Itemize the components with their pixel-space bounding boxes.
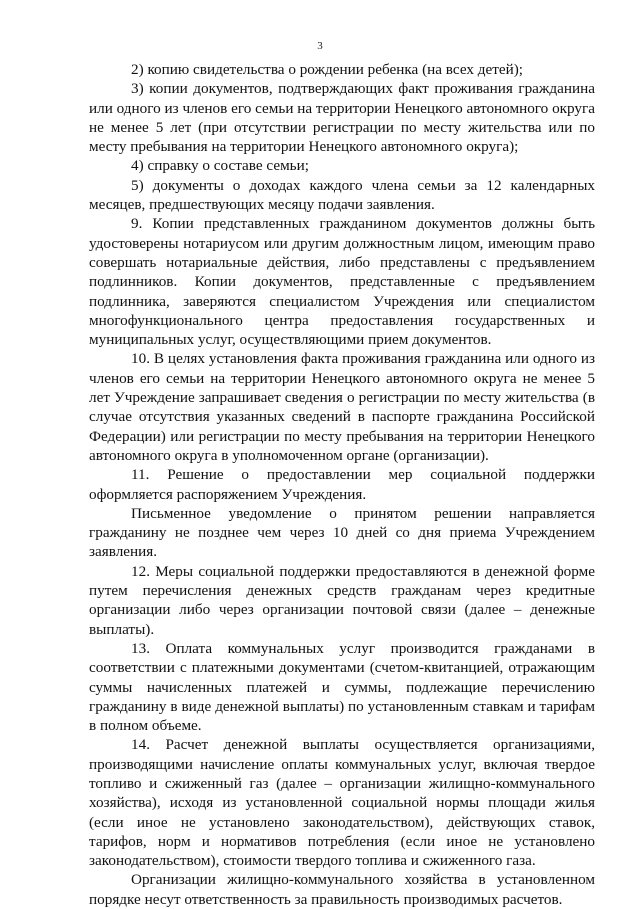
paragraph-item-2: 2) копию свидетельства о рождении ребенка (на всех детей); xyxy=(131,61,523,78)
document-body xyxy=(89,60,595,909)
paragraph-item-4: 4) справку о составе семьи; xyxy=(131,157,309,175)
page-number: 3 xyxy=(317,40,323,52)
paragraph-clause-12: 12. Меры социальной поддержки предоставляются в денежной форме путем перечисления денежных средств гражданам через кредитные организации либо через организации почтовой связи (далее – денежные выплаты). xyxy=(89,562,595,638)
paragraph-clause-9: 9. Копии представленных гражданином документов должны быть удостоверены нотариусом или другим должностным лицом, имеющим право совершать нотариальные действия, либо представлены с предъявлением подлинников. Копии документов, представленные с предъявлением подлинника, заверяются специалистом Учреждения или специалистом многофункционального центра предоставления государственных и муниципальных услуг, осуществляющими прием документов. xyxy=(89,215,595,349)
paragraph-clause-11: 11. Решение о предоставлении мер социальной поддержки оформляется распоряжением Учреждения. xyxy=(89,466,595,503)
paragraph-responsibility: Организации жилищно-коммунального хозяйства в установленном порядке несут ответственность за правильность производимых расчетов. xyxy=(89,871,595,908)
paragraph-item-5: 5) документы о доходах каждого члена семьи за 12 календарных месяцев, предшествующих месяцу подачи заявления. xyxy=(89,176,595,214)
paragraph-notification: Письменное уведомление о принятом решении направляется гражданину не позднее чем через 10 дней со дня приема Учреждением заявления. xyxy=(89,504,595,561)
paragraph-clause-13: 13. Оплата коммунальных услуг производится гражданами в соответствии с платежными документами (счетом-квитанцией, отражающим суммы начисленных платежей и суммы, подлежащие перечислению гражданину в виде денежной выплаты) по установленным ставкам и тарифам в полном объеме. xyxy=(89,639,595,735)
paragraph-clause-14: 14. Расчет денежной выплаты осуществляется организациями, производящими начисление оплаты коммунальных услуг, включая твердое топливо и сжиженный газ (далее – организации жилищно-коммунального хозяйства), исходя из установленной социальной нормы площади жилья (если иное не установлено законодательством), действующих ставок, тарифов, норм и нормативов потребления (если иное не установлено законодательством), стоимости твердого топлива и сжиженного газа. xyxy=(89,736,595,870)
paragraph-clause-10: 10. В целях установления факта проживания гражданина или одного из членов его семьи на территории Ненецкого автономного округа не менее 5 лет Учреждение запрашивает сведения о регистрации по месту жительства (в случае отсутствия указанных сведений в паспорте гражданина Российской Федерации) или регистрации по месту пребывания на территории Ненецкого автономного округа в уполномоченном органе (организации). xyxy=(89,350,595,464)
paragraph-item-3: 3) копии документов, подтверждающих факт проживания гражданина или одного из членов его семьи на территории Ненецкого автономного округа не менее 5 лет (при отсутствии регистрации по месту жительства или по месту пребывания на территории Ненецкого автономного округа); xyxy=(89,80,595,156)
